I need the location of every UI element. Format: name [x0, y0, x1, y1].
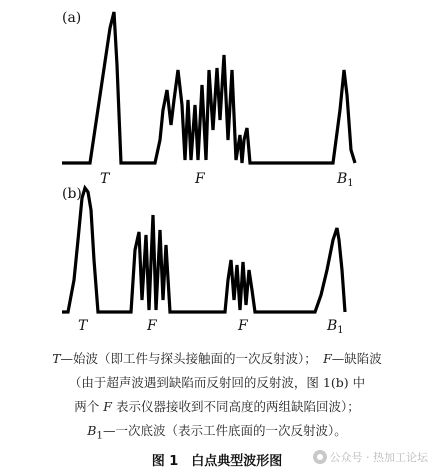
figure-title: 图 1 白点典型波形图: [151, 454, 283, 469]
wechat-logo-icon: [313, 450, 327, 464]
caption-line-1: T—始波（即工件与探头接触面的一次反射波）； F—缺陷波: [52, 351, 382, 366]
peak-label-t: T: [100, 171, 110, 187]
peak-label-b1: $B_1$: [327, 318, 344, 336]
caption-line-4: $B_1—$一次底波（表示工件底面的一次反射波）。: [87, 423, 347, 442]
panel-b-waveform: [62, 188, 345, 312]
panel-b: [62, 186, 345, 336]
caption-line-2: （由于超声波遇到缺陷而反射回的反射波，图 1(b) 中: [68, 375, 366, 390]
watermark-text: 公众号 · 热加工论坛: [329, 451, 428, 464]
peak-label-b1: $B_1$: [337, 171, 354, 189]
panel-a: [62, 10, 355, 189]
panel-a-label: (a): [62, 10, 82, 26]
caption-line-3: 两个 F 表示仪器接收到不同高度的两组缺陷回波）；: [74, 399, 360, 414]
peak-label-f: F: [195, 171, 205, 187]
peak-label-t: T: [78, 318, 88, 334]
peak-label-f1: F: [147, 318, 157, 334]
peak-label-f2: F: [238, 318, 248, 334]
watermark: [313, 449, 429, 465]
panel-a-waveform: [62, 12, 355, 163]
panel-b-label: (b): [62, 186, 82, 202]
